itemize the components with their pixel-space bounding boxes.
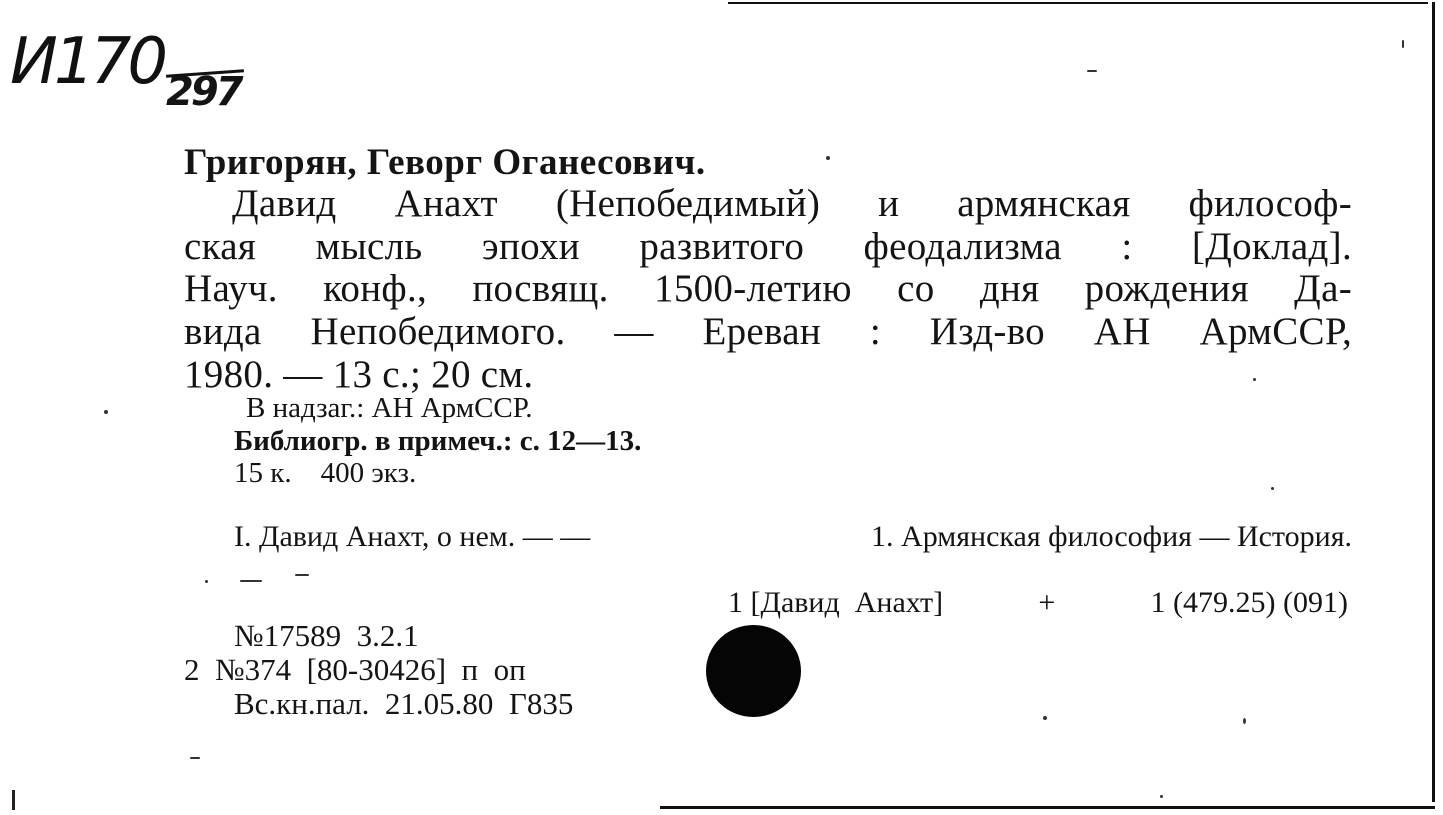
note-price-copies: 15 к. 400 экз. xyxy=(234,457,417,489)
handwritten-call-number: И170 xyxy=(10,25,165,99)
scan-speck xyxy=(1087,70,1097,72)
description-line: Давид Анахт (Непобедимый) и армянская философ- xyxy=(232,182,1352,225)
scan-speck xyxy=(205,580,208,583)
bibliographic-description xyxy=(184,183,1352,397)
description-line: Науч. конф., посвящ. 1500-летию со дня рождения Да- xyxy=(184,267,1352,311)
scan-speck xyxy=(1243,718,1246,724)
footer-registration-number: №17589 3.2.1 xyxy=(234,618,419,653)
index-left: 1 [Давид Анахт] xyxy=(728,586,944,619)
scan-speck xyxy=(1160,795,1163,798)
scan-speck xyxy=(1043,716,1047,720)
scan-speck xyxy=(240,580,262,582)
subject-personal: I. Давид Анахт, о нем. — — xyxy=(234,520,591,553)
scan-speck xyxy=(295,574,309,576)
author-heading: Григорян, Геворг Оганесович. xyxy=(184,142,706,183)
punch-hole xyxy=(706,625,801,717)
index-plus: + xyxy=(1038,586,1056,619)
scan-speck xyxy=(104,410,108,414)
index-right: 1 (479.25) (091) xyxy=(1150,586,1348,619)
footer-order-number: 2 №374 [80-30426] п оп xyxy=(184,652,526,687)
description-line: ская мысль эпохи развитого феодализма : [Доклад]. xyxy=(184,224,1352,268)
handwritten-subnumber: 297 xyxy=(166,69,241,115)
note-series-header: В надзаг.: АН АрмССР. xyxy=(246,392,533,424)
scan-speck xyxy=(1253,378,1256,381)
card-border-left-mark xyxy=(12,790,15,810)
description-line: вида Непобедимого. — Ереван : Изд-во АН АрмССР, xyxy=(184,310,1352,354)
scan-speck xyxy=(826,156,830,160)
card-border-right xyxy=(1432,2,1435,802)
description-line: 1980. — 13 с.; 20 см. xyxy=(184,352,534,396)
note-bibliography: Библиогр. в примеч.: с. 12—13. xyxy=(234,425,642,457)
subject-headings xyxy=(234,520,1352,554)
card-border-top xyxy=(728,2,1428,4)
scan-speck xyxy=(190,757,200,759)
classification-index xyxy=(728,586,1348,620)
scan-speck xyxy=(1271,487,1274,490)
footer-chamber-date: Вс.кн.пал. 21.05.80 Г835 xyxy=(234,686,574,721)
subject-topical: 1. Армянская философия — История. xyxy=(871,520,1352,553)
card-border-bottom xyxy=(660,806,1435,809)
scan-speck xyxy=(1402,40,1404,48)
